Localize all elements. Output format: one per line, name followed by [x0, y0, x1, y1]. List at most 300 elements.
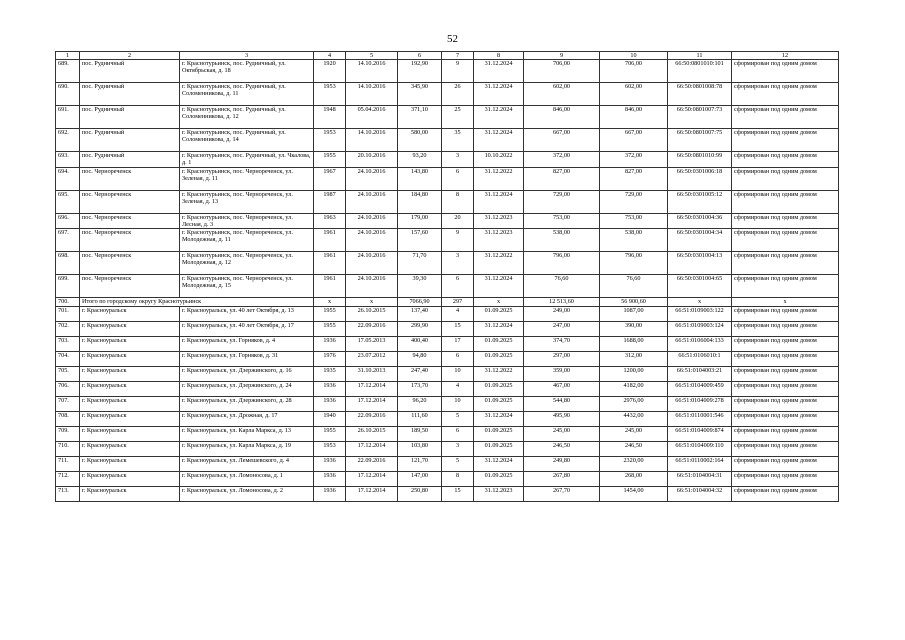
- cost-cell: 538,00: [524, 229, 600, 252]
- date-cell: 24.10.2016: [346, 275, 398, 298]
- date-cell: 14.10.2016: [346, 60, 398, 83]
- address-cell: г. Красноуральск, ул. 40 лет Октября, д. 17: [180, 322, 314, 337]
- cost-total-cell: 706,00: [600, 60, 668, 83]
- area-cell: 345,90: [398, 83, 442, 106]
- area-cell: 184,80: [398, 190, 442, 213]
- deadline-cell: 31.12.2022: [474, 167, 524, 190]
- cost-total-cell: 1200,00: [600, 367, 668, 382]
- area-cell: 39,30: [398, 275, 442, 298]
- column-number: 6: [398, 52, 442, 60]
- page-number: 52: [447, 33, 458, 45]
- address-cell: г. Краснотурьинск, пос. Рудничный, ул. Чкалова, д. 1: [180, 152, 314, 167]
- row-number-cell: 695.: [56, 190, 80, 213]
- date-cell: 22.09.2016: [346, 322, 398, 337]
- deadline-cell: 31.12.2024: [474, 322, 524, 337]
- build-year-cell: 1955: [314, 307, 346, 322]
- row-number-cell: 699.: [56, 275, 80, 298]
- deadline-cell: 01.09.2025: [474, 307, 524, 322]
- address-cell: г. Красноуральск, ул. Дрожная, д. 17: [180, 412, 314, 427]
- land-status-cell: сформирован под одним домом: [732, 382, 839, 397]
- cost-total-cell: 602,00: [600, 83, 668, 106]
- table-row: [56, 129, 839, 152]
- table-row: [56, 229, 839, 252]
- deadline-cell: 31.12.2023: [474, 213, 524, 228]
- cost-total-cell: 827,00: [600, 167, 668, 190]
- total-res-cell: 297: [442, 298, 474, 307]
- cadastral-number-cell: 66:51:0110001:546: [668, 412, 732, 427]
- table-row: [56, 83, 839, 106]
- total-label-cell: Итого по городскому округу Краснотурьинск: [80, 298, 314, 307]
- cost-cell: 76,60: [524, 275, 600, 298]
- deadline-cell: 01.09.2025: [474, 397, 524, 412]
- row-number-cell: 696.: [56, 213, 80, 228]
- land-status-cell: сформирован под одним домом: [732, 412, 839, 427]
- register-table: [55, 51, 839, 502]
- cost-cell: 753,00: [524, 213, 600, 228]
- cost-cell: 246,50: [524, 442, 600, 457]
- total-row: [56, 298, 839, 307]
- cost-cell: 267,70: [524, 487, 600, 502]
- land-status-cell: сформирован под одним домом: [732, 397, 839, 412]
- land-status-cell: сформирован под одним домом: [732, 307, 839, 322]
- address-cell: г. Краснотурьинск, пос. Чернореченск, ул. Молодежная, д. 12: [180, 252, 314, 275]
- cadastral-number-cell: 66:51:0104009:110: [668, 442, 732, 457]
- row-number-cell: 689.: [56, 60, 80, 83]
- build-year-cell: 1955: [314, 322, 346, 337]
- residents-cell: 8: [442, 472, 474, 487]
- column-number: 9: [524, 52, 600, 60]
- land-status-cell: сформирован под одним домом: [732, 367, 839, 382]
- cadastral-number-cell: 66:51:0109003:124: [668, 322, 732, 337]
- residents-cell: 4: [442, 382, 474, 397]
- date-cell: 22.09.2016: [346, 457, 398, 472]
- build-year-cell: 1967: [314, 167, 346, 190]
- date-cell: 24.10.2016: [346, 229, 398, 252]
- cost-total-cell: 538,00: [600, 229, 668, 252]
- date-cell: 31.10.2013: [346, 367, 398, 382]
- deadline-cell: 01.09.2025: [474, 382, 524, 397]
- address-cell: г. Краснотурьинск, пос. Чернореченск, ул. Молодежная, д. 11: [180, 229, 314, 252]
- column-number: 1: [56, 52, 80, 60]
- table-row: [56, 397, 839, 412]
- build-year-cell: 1953: [314, 129, 346, 152]
- land-status-cell: сформирован под одним домом: [732, 167, 839, 190]
- land-status-cell: сформирован под одним домом: [732, 472, 839, 487]
- total-year-cell: х: [314, 298, 346, 307]
- residents-cell: 17: [442, 337, 474, 352]
- deadline-cell: 31.12.2024: [474, 60, 524, 83]
- cadastral-number-cell: 66:50:0301005:12: [668, 190, 732, 213]
- locality-cell: пос. Рудничный: [80, 60, 180, 83]
- deadline-cell: 31.12.2022: [474, 252, 524, 275]
- locality-cell: пос. Чернореченск: [80, 252, 180, 275]
- area-cell: 96,20: [398, 397, 442, 412]
- build-year-cell: 1935: [314, 367, 346, 382]
- build-year-cell: 1920: [314, 60, 346, 83]
- table-row: [56, 442, 839, 457]
- residents-cell: 20: [442, 213, 474, 228]
- deadline-cell: 01.09.2025: [474, 442, 524, 457]
- row-number-cell: 703.: [56, 337, 80, 352]
- row-number-cell: 701.: [56, 307, 80, 322]
- cost-total-cell: 753,00: [600, 213, 668, 228]
- column-number: 7: [442, 52, 474, 60]
- address-cell: г. Красноуральск, ул. Горняков, д. 4: [180, 337, 314, 352]
- residents-cell: 8: [442, 190, 474, 213]
- land-status-cell: сформирован под одним домом: [732, 229, 839, 252]
- residents-cell: 6: [442, 167, 474, 190]
- date-cell: 05.04.2016: [346, 106, 398, 129]
- table-row: [56, 322, 839, 337]
- address-cell: г. Красноуральск, ул. Карла Маркса, д. 13: [180, 427, 314, 442]
- date-cell: 17.12.2014: [346, 382, 398, 397]
- row-number-cell: 691.: [56, 106, 80, 129]
- area-cell: 94,80: [398, 352, 442, 367]
- date-cell: 22.09.2016: [346, 412, 398, 427]
- cadastral-number-cell: 66:51:0106004:133: [668, 337, 732, 352]
- row-number-cell: 702.: [56, 322, 80, 337]
- address-cell: г. Краснотурьинск, пос. Рудничный, ул. Соломенникова, д. 12: [180, 106, 314, 129]
- area-cell: 121,70: [398, 457, 442, 472]
- build-year-cell: 1963: [314, 213, 346, 228]
- build-year-cell: 1961: [314, 252, 346, 275]
- table-row: [56, 167, 839, 190]
- residents-cell: 10: [442, 397, 474, 412]
- locality-cell: г. Красноуральск: [80, 307, 180, 322]
- residents-cell: 3: [442, 442, 474, 457]
- area-cell: 371,10: [398, 106, 442, 129]
- cost-total-cell: 729,00: [600, 190, 668, 213]
- cost-total-cell: 246,50: [600, 442, 668, 457]
- table-row: [56, 352, 839, 367]
- cost-total-cell: 372,00: [600, 152, 668, 167]
- table-row: [56, 152, 839, 167]
- date-cell: 23.07.2012: [346, 352, 398, 367]
- build-year-cell: 1961: [314, 275, 346, 298]
- cost-total-cell: 1688,00: [600, 337, 668, 352]
- cadastral-number-cell: 66:51:0110002:164: [668, 457, 732, 472]
- deadline-cell: 01.09.2025: [474, 352, 524, 367]
- area-cell: 250,80: [398, 487, 442, 502]
- locality-cell: г. Красноуральск: [80, 367, 180, 382]
- table-row: [56, 213, 839, 228]
- row-number-cell: 705.: [56, 367, 80, 382]
- cost-total-cell: 76,60: [600, 275, 668, 298]
- row-number-cell: 709.: [56, 427, 80, 442]
- land-status-cell: сформирован под одним домом: [732, 252, 839, 275]
- deadline-cell: 31.12.2024: [474, 275, 524, 298]
- address-cell: г. Красноуральск, ул. Дзержинского, д. 24: [180, 382, 314, 397]
- deadline-cell: 31.12.2024: [474, 106, 524, 129]
- deadline-cell: 31.12.2023: [474, 487, 524, 502]
- cost-total-cell: 1087,00: [600, 307, 668, 322]
- build-year-cell: 1953: [314, 83, 346, 106]
- residents-cell: 6: [442, 352, 474, 367]
- land-status-cell: сформирован под одним домом: [732, 352, 839, 367]
- cost-cell: 602,00: [524, 83, 600, 106]
- locality-cell: г. Красноуральск: [80, 427, 180, 442]
- address-cell: г. Краснотурьинск, пос. Чернореченск, ул. Зеленая, д. 13: [180, 190, 314, 213]
- row-number-cell: 692.: [56, 129, 80, 152]
- residents-cell: 3: [442, 152, 474, 167]
- row-number-cell: 693.: [56, 152, 80, 167]
- table-row: [56, 382, 839, 397]
- address-cell: г. Красноуральск, ул. Ломоносова, д. 1: [180, 472, 314, 487]
- column-number: 11: [668, 52, 732, 60]
- build-year-cell: 1936: [314, 457, 346, 472]
- cost-cell: 372,00: [524, 152, 600, 167]
- locality-cell: пос. Чернореченск: [80, 190, 180, 213]
- deadline-cell: 31.12.2022: [474, 367, 524, 382]
- area-cell: 71,70: [398, 252, 442, 275]
- cost-total-cell: 268,00: [600, 472, 668, 487]
- row-number-cell: 704.: [56, 352, 80, 367]
- locality-cell: г. Красноуральск: [80, 472, 180, 487]
- cost-total-cell: 796,00: [600, 252, 668, 275]
- build-year-cell: 1936: [314, 382, 346, 397]
- cost-total-cell: 4432,00: [600, 412, 668, 427]
- deadline-cell: 31.12.2024: [474, 83, 524, 106]
- cost-cell: 706,00: [524, 60, 600, 83]
- cadastral-number-cell: 66:50:0801010:101: [668, 60, 732, 83]
- cost-total-cell: 667,00: [600, 129, 668, 152]
- deadline-cell: 01.09.2025: [474, 472, 524, 487]
- date-cell: 14.10.2016: [346, 83, 398, 106]
- cost-cell: 359,00: [524, 367, 600, 382]
- cost-total-cell: 2320,00: [600, 457, 668, 472]
- total-cad-cell: х: [668, 298, 732, 307]
- address-cell: г. Краснотурьинск, пос. Чернореченск, ул. Лесная, д. 3: [180, 213, 314, 228]
- address-cell: г. Красноуральск, ул. Дзержинского, д. 16: [180, 367, 314, 382]
- row-number-cell: 698.: [56, 252, 80, 275]
- land-status-cell: сформирован под одним домом: [732, 190, 839, 213]
- row-number-cell: 690.: [56, 83, 80, 106]
- deadline-cell: 31.12.2024: [474, 412, 524, 427]
- area-cell: 93,20: [398, 152, 442, 167]
- date-cell: 17.12.2014: [346, 442, 398, 457]
- cadastral-number-cell: 66:50:0801010:99: [668, 152, 732, 167]
- row-number-cell: 710.: [56, 442, 80, 457]
- cadastral-number-cell: 66:50:0301004:65: [668, 275, 732, 298]
- cadastral-number-cell: 66:51:0104009:278: [668, 397, 732, 412]
- address-cell: г. Краснотурьинск, пос. Рудничный, ул. Октябрьская, д. 18: [180, 60, 314, 83]
- residents-cell: 5: [442, 457, 474, 472]
- cost-cell: 796,00: [524, 252, 600, 275]
- cadastral-number-cell: 66:50:0301004:36: [668, 213, 732, 228]
- column-number: 5: [346, 52, 398, 60]
- cost-total-cell: 2976,00: [600, 397, 668, 412]
- cost-cell: 729,00: [524, 190, 600, 213]
- address-cell: г. Краснотурьинск, пос. Чернореченск, ул. Зеленая, д. 11: [180, 167, 314, 190]
- cadastral-number-cell: 66:50:0301004:34: [668, 229, 732, 252]
- cost-total-cell: 390,00: [600, 322, 668, 337]
- residents-cell: 35: [442, 129, 474, 152]
- land-status-cell: сформирован под одним домом: [732, 213, 839, 228]
- area-cell: 173,70: [398, 382, 442, 397]
- date-cell: 17.12.2014: [346, 397, 398, 412]
- residents-cell: 15: [442, 487, 474, 502]
- address-cell: г. Красноуральск, ул. Лемешевского, д. 4: [180, 457, 314, 472]
- row-number-cell: 707.: [56, 397, 80, 412]
- table-row: [56, 252, 839, 275]
- date-cell: 20.10.2016: [346, 152, 398, 167]
- date-cell: 24.10.2016: [346, 167, 398, 190]
- date-cell: 24.10.2016: [346, 252, 398, 275]
- cost-cell: 267,80: [524, 472, 600, 487]
- table-row: [56, 487, 839, 502]
- cadastral-number-cell: 66:50:0301004:13: [668, 252, 732, 275]
- land-status-cell: сформирован под одним домом: [732, 427, 839, 442]
- area-cell: 192,90: [398, 60, 442, 83]
- residents-cell: 10: [442, 367, 474, 382]
- cadastral-number-cell: 66:50:0801007:75: [668, 129, 732, 152]
- cost-cell: 247,00: [524, 322, 600, 337]
- date-cell: 26.10.2015: [346, 307, 398, 322]
- locality-cell: г. Красноуральск: [80, 397, 180, 412]
- locality-cell: пос. Рудничный: [80, 106, 180, 129]
- build-year-cell: 1936: [314, 397, 346, 412]
- address-cell: г. Красноуральск, ул. Ломоносова, д. 2: [180, 487, 314, 502]
- locality-cell: г. Красноуральск: [80, 382, 180, 397]
- total-date-cell: х: [346, 298, 398, 307]
- table-row: [56, 275, 839, 298]
- column-number: 3: [180, 52, 314, 60]
- date-cell: 17.12.2014: [346, 487, 398, 502]
- column-number-row: [56, 52, 839, 60]
- locality-cell: пос. Рудничный: [80, 129, 180, 152]
- area-cell: 400,40: [398, 337, 442, 352]
- land-status-cell: сформирован под одним домом: [732, 129, 839, 152]
- address-cell: г. Красноуральск, ул. Дзержинского, д. 28: [180, 397, 314, 412]
- deadline-cell: 01.09.2025: [474, 427, 524, 442]
- locality-cell: пос. Рудничный: [80, 152, 180, 167]
- total-type-cell: х: [732, 298, 839, 307]
- locality-cell: г. Красноуральск: [80, 337, 180, 352]
- table-row: [56, 60, 839, 83]
- build-year-cell: 1948: [314, 106, 346, 129]
- column-number: 12: [732, 52, 839, 60]
- area-cell: 137,40: [398, 307, 442, 322]
- table-row: [56, 472, 839, 487]
- cost-cell: 667,00: [524, 129, 600, 152]
- locality-cell: пос. Рудничный: [80, 83, 180, 106]
- total-cost1-cell: 12 513,60: [524, 298, 600, 307]
- area-cell: 247,40: [398, 367, 442, 382]
- total-area-cell: 7066,90: [398, 298, 442, 307]
- locality-cell: пос. Чернореченск: [80, 167, 180, 190]
- build-year-cell: 1961: [314, 229, 346, 252]
- table-row: [56, 427, 839, 442]
- address-cell: г. Краснотурьинск, пос. Рудничный, ул. Соломенникова, д. 14: [180, 129, 314, 152]
- deadline-cell: 31.12.2024: [474, 129, 524, 152]
- table-row: [56, 337, 839, 352]
- residents-cell: 15: [442, 322, 474, 337]
- locality-cell: пос. Чернореченск: [80, 213, 180, 228]
- cost-cell: 297,00: [524, 352, 600, 367]
- cost-cell: 827,00: [524, 167, 600, 190]
- row-number-cell: 708.: [56, 412, 80, 427]
- build-year-cell: 1955: [314, 152, 346, 167]
- cadastral-number-cell: 66:51:0104009:874: [668, 427, 732, 442]
- area-cell: 189,50: [398, 427, 442, 442]
- residents-cell: 3: [442, 252, 474, 275]
- total-deadline-cell: х: [474, 298, 524, 307]
- residents-cell: 6: [442, 275, 474, 298]
- cost-cell: 467,00: [524, 382, 600, 397]
- cadastral-number-cell: 66:51:0109003:122: [668, 307, 732, 322]
- land-status-cell: сформирован под одним домом: [732, 442, 839, 457]
- build-year-cell: 1936: [314, 487, 346, 502]
- table-row: [56, 106, 839, 129]
- deadline-cell: 31.12.2023: [474, 229, 524, 252]
- build-year-cell: 1976: [314, 352, 346, 367]
- build-year-cell: 1987: [314, 190, 346, 213]
- table-row: [56, 412, 839, 427]
- cost-cell: 544,80: [524, 397, 600, 412]
- residents-cell: 4: [442, 307, 474, 322]
- locality-cell: г. Красноуральск: [80, 487, 180, 502]
- locality-cell: г. Красноуральск: [80, 442, 180, 457]
- build-year-cell: 1936: [314, 472, 346, 487]
- build-year-cell: 1940: [314, 412, 346, 427]
- area-cell: 580,00: [398, 129, 442, 152]
- date-cell: 26.10.2015: [346, 427, 398, 442]
- cost-total-cell: 846,00: [600, 106, 668, 129]
- column-number: 4: [314, 52, 346, 60]
- row-number-cell: 697.: [56, 229, 80, 252]
- locality-cell: г. Красноуральск: [80, 352, 180, 367]
- cost-cell: 249,00: [524, 307, 600, 322]
- row-number-cell: 712.: [56, 472, 80, 487]
- land-status-cell: сформирован под одним домом: [732, 337, 839, 352]
- cost-cell: 495,90: [524, 412, 600, 427]
- cost-cell: 374,70: [524, 337, 600, 352]
- build-year-cell: 1953: [314, 442, 346, 457]
- residents-cell: 26: [442, 83, 474, 106]
- address-cell: г. Красноуральск, ул. 40 лет Октября, д. 13: [180, 307, 314, 322]
- cadastral-number-cell: 66:51:0104009:459: [668, 382, 732, 397]
- cost-total-cell: 1454,00: [600, 487, 668, 502]
- row-number-cell: 713.: [56, 487, 80, 502]
- column-number: 10: [600, 52, 668, 60]
- cadastral-number-cell: 66:50:0801007:73: [668, 106, 732, 129]
- row-number-cell: 706.: [56, 382, 80, 397]
- locality-cell: г. Красноуральск: [80, 457, 180, 472]
- table-row: [56, 457, 839, 472]
- address-cell: г. Красноуральск, ул. Карла Маркса, д. 19: [180, 442, 314, 457]
- address-cell: г. Краснотурьинск, пос. Рудничный, ул. Соломенникова, д. 11: [180, 83, 314, 106]
- build-year-cell: 1955: [314, 427, 346, 442]
- table-row: [56, 307, 839, 322]
- deadline-cell: 01.09.2025: [474, 337, 524, 352]
- locality-cell: г. Красноуральск: [80, 412, 180, 427]
- residents-cell: 9: [442, 229, 474, 252]
- date-cell: 17.12.2014: [346, 472, 398, 487]
- residents-cell: 25: [442, 106, 474, 129]
- residents-cell: 5: [442, 412, 474, 427]
- date-cell: 14.10.2016: [346, 129, 398, 152]
- land-status-cell: сформирован под одним домом: [732, 106, 839, 129]
- address-cell: г. Краснотурьинск, пос. Чернореченск, ул. Молодежная, д. 15: [180, 275, 314, 298]
- area-cell: 157,60: [398, 229, 442, 252]
- address-cell: г. Красноуральск, ул. Горняков, д. 31: [180, 352, 314, 367]
- row-number-cell: 711.: [56, 457, 80, 472]
- date-cell: 24.10.2016: [346, 213, 398, 228]
- cadastral-number-cell: 66:51:0104004:32: [668, 487, 732, 502]
- area-cell: 147,00: [398, 472, 442, 487]
- land-status-cell: сформирован под одним домом: [732, 487, 839, 502]
- area-cell: 299,90: [398, 322, 442, 337]
